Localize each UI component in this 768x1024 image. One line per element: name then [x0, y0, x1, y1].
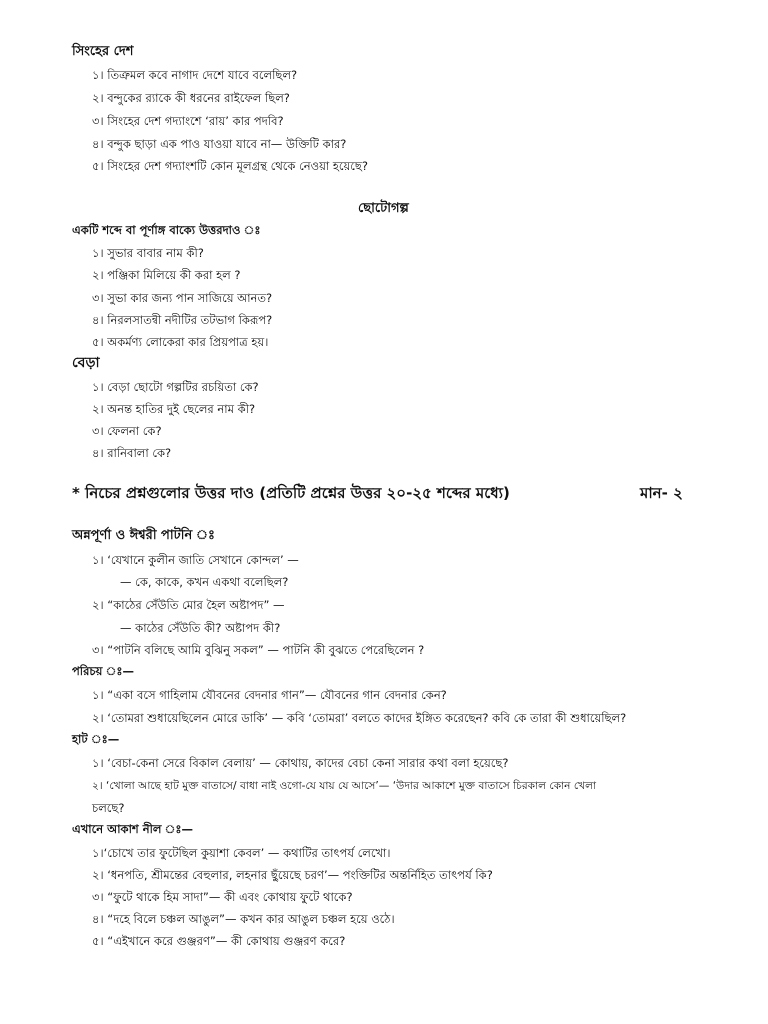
question-item: ৪। “দহে বিলে চঞ্চল আঙুল”— কখন কার আঙুল চঞ্চল হয়ে ওঠে।	[92, 912, 395, 926]
question-item: ১। বেড়া ছোটো গল্পটির রচয়িতা কে?	[92, 380, 259, 394]
question-item: ৪। রানিবালা কে?	[92, 446, 172, 460]
section-heading-chhotogolpo: ছোটোগল্প	[358, 201, 409, 216]
question-subitem: — কাঠের সেঁউতি কী? অষ্টাপদ কী?	[120, 621, 281, 635]
question-item: ১। তিত্রুমল কবে নাগাদ দেশে যাবে বলেছিল?	[92, 68, 298, 82]
question-item: ২। ‘খোলা আছে হাট মুক্ত বাতাসে/ বাধা নাই ওগো-যে যায় যে আসে’— ‘উদার আকাশে মুক্ত বাতাসে চিরকাল কোন খেলা	[92, 780, 597, 792]
question-item: ২। অনন্ত হাতির দুই ছেলের নাম কী?	[92, 402, 256, 416]
question-item: ৩। “ফুটে থাকে হিম সাদা”— কী এবং কোথায় ফুটে থাকে?	[92, 890, 353, 904]
section-heading-ekhane-akash-nil: এখানে আকাশ নীল ঃ—	[72, 822, 194, 836]
section-heading-porichoy: পরিচয় ঃ—	[72, 664, 134, 678]
question-item: ৪। নিরলসাতন্বী নদীটির তটভাগ কিরূপ?	[92, 313, 273, 327]
question-item: ৪। বন্দুক ছাড়া এক পাও যাওয়া যাবে না— উক্তিটি কার?	[92, 137, 347, 151]
question-subitem: — কে, কাকে, কখন একথা বলেছিল?	[120, 575, 289, 589]
question-item: ৫। “এইখানে করে গুঞ্জরণ”— কী কোথায় গুঞ্জরণ করে?	[92, 934, 346, 948]
question-item: ২। “কাঠের সেঁউতি মোর হৈল অষ্টাপদ” —	[92, 598, 285, 612]
section-heading-bera: বেড়া	[72, 355, 100, 371]
question-item: ১। ‘বেচা-কেনা সেরে বিকাল বেলায়’ — কোথায়, কাদের বেচা কেনা সারার কথা বলা হয়েছে?	[92, 756, 509, 770]
question-item: ৫। সিংহের দেশ গদ্যাংশটি কোন মূলগ্রন্থ থেকে নেওয়া হয়েছে?	[92, 159, 368, 173]
question-item: ১। “একা বসে গাহিলাম যৌবনের বেদনার গান”— যৌবনের গান বেদনার কেন?	[92, 688, 447, 702]
question-item: ২। ‘ধনপতি, শ্রীমন্তের বেহুলার, লহনার ছুঁয়েছে চরণ’— পংক্তিটির অন্তর্নিহিত তাৎপর্য কি?	[92, 868, 493, 882]
question-item: ৩। সিংহের দেশ গদ্যাংশে ‘রায়’ কার পদবি?	[92, 114, 284, 128]
question-item: ৩। ফেলনা কে?	[92, 424, 162, 438]
section-instruction: একটি শব্দে বা পূর্ণাঙ্গ বাক্যে উত্তরদাও ঃ	[72, 223, 261, 237]
question-item: ২। ‘তোমরা শুধায়েছিলেন মোরে ডাকি’ — কবি ‘তোমরা’ বলতে কাদের ইঙ্গিত করেছেন? কবি কে তারা কী শুধায়েছিল?	[92, 711, 627, 725]
question-item: ৩। সুভা কার জন্য পান সাজিয়ে আনত?	[92, 291, 273, 305]
question-item: ১।‘চোখে তার ফুটেছিল কুয়াশা কেবল’ — কথাটির তাৎপর্য লেখো।	[92, 846, 391, 860]
section-heading-singher-desh: সিংহের দেশ	[72, 44, 134, 59]
question-item: ২। পঞ্জিকা মিলিয়ে কী করা হল ?	[92, 268, 241, 282]
question-item: ১। ‘যেখানে কুলীন জাতি সেখানে কোন্দল’ —	[92, 553, 299, 567]
question-item: ৩। “পাটনি বলিছে আমি বুঝিনু সকল” — পাটনি কী বুঝতে পেরেছিলেন ?	[92, 643, 425, 657]
question-item: ১। সুভার বাবার নাম কী?	[92, 246, 204, 260]
section-heading-annapurna: অন্নপূর্ণা ও ঈশ্বরী পাটনি ঃ	[72, 528, 215, 543]
marks-label: মান- ২	[640, 484, 683, 502]
main-instruction: * নিচের প্রশ্নগুলোর উত্তর দাও (প্রতিটি প্রশ্নের উত্তর ২০-২৫ শব্দের মধ্যে)	[72, 484, 510, 502]
question-item: ৫। অকর্মণ্য লোকেরা কার প্রিয়পাত্র হয়।	[92, 335, 269, 349]
question-continuation: চলছে?	[92, 801, 125, 815]
section-heading-haat: হাট ঃ—	[72, 732, 120, 746]
question-item: ২। বন্দুকের র‍্যাকে কী ধরনের রাইফেল ছিল?	[92, 91, 290, 105]
